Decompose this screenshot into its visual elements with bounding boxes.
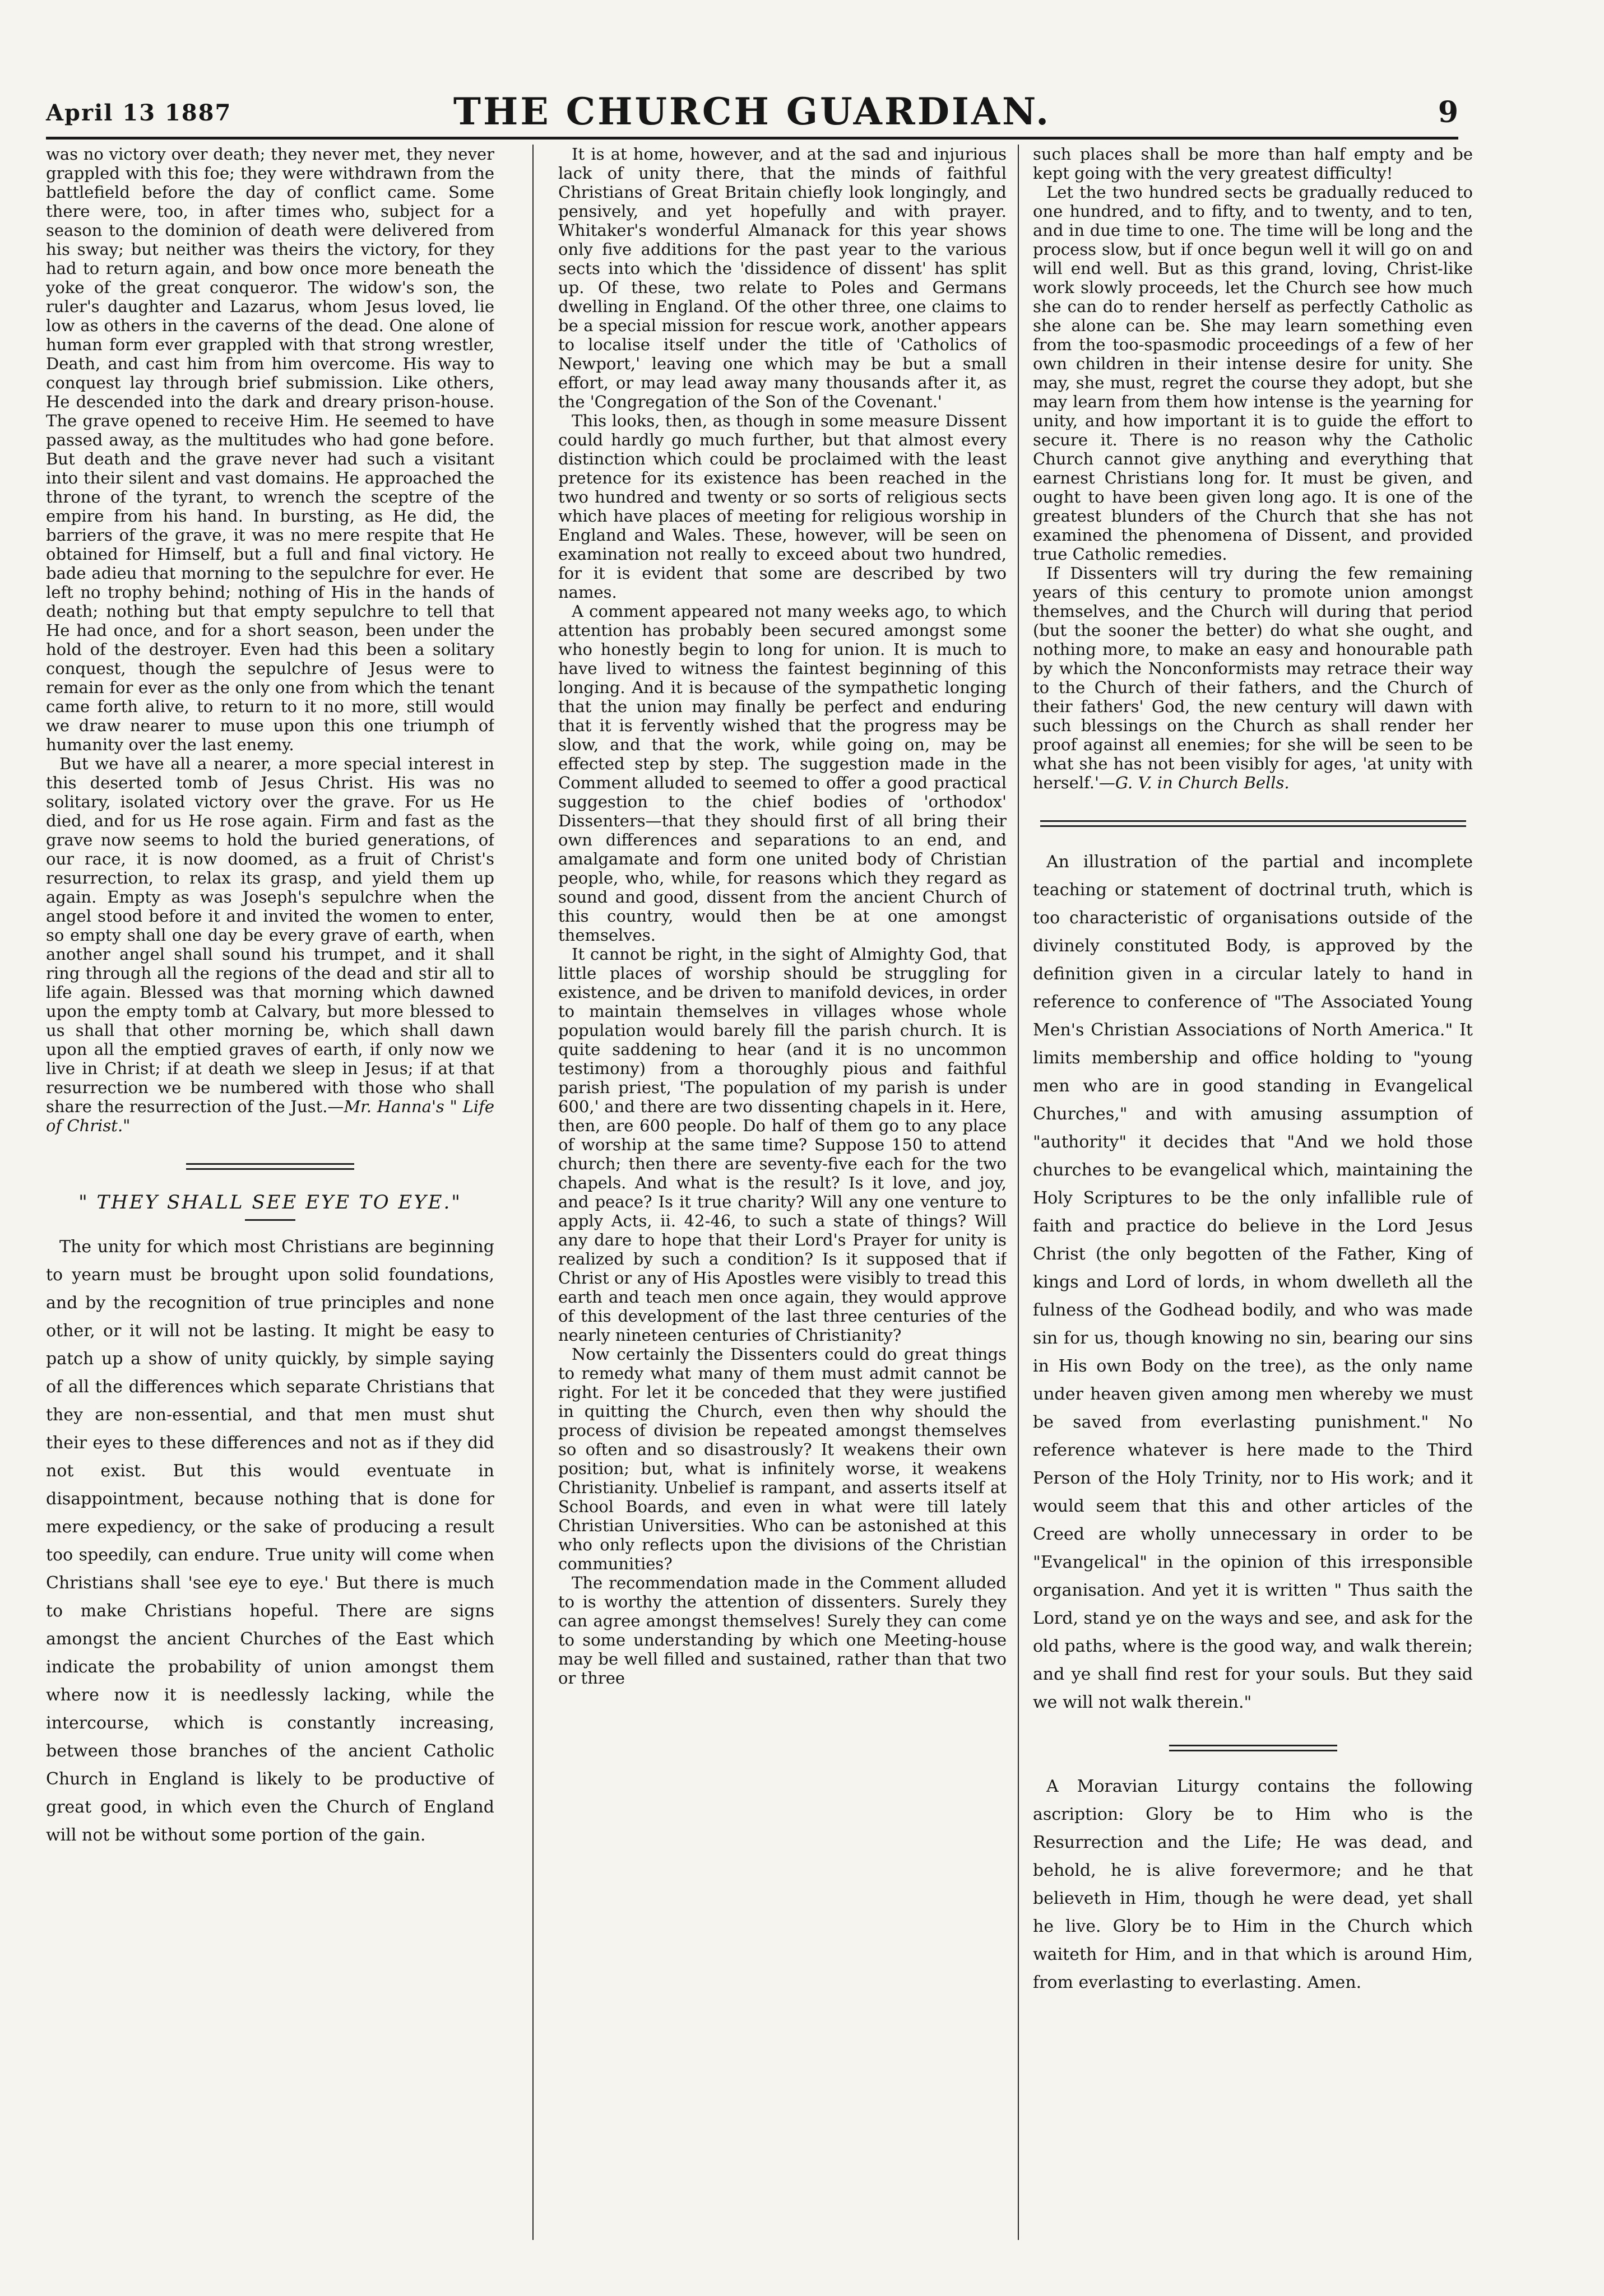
article-paragraph: was no victory over death; they never met, they never grappled with this foe; they were withdrawn from the battlefield before the day of conflict came. Some there were, too, in after times who, subject for a season to the dominion of death were delivered from his sway; but neither was theirs the victory, for they had to return again, and bow once more beneath the yoke of the great conqueror. The widow's son, the ruler's daughter and Lazarus, whom Jesus loved, lie low as others in the caverns of the dead. One alone of human form ever grappled with that strong wrestler, Death, and cast him from him overcome. His way to conquest lay through brief submission. Like others, He descended into the dark and dreary prison-house. The grave opened to receive Him. He seemed to have passed away, as the multitudes who had gone before. But death and the grave never had such a visitant into their silent and vast domains. He approached the throne of the tyrant, to wrench the sceptre of the empire from his hand. In bursting, as He did, the barriers of the grave, it was no mere respite that He obtained for Himself, but a full and final victory. He bade adieu that morning to the sepulchre for ever. He left no trophy behind; nothing of His in the hands of death; nothing but that empty sepulchre to tell that He had once, and for a short season, been under the hold of the destroyer. Even had this been a solitary conquest, though the sepulchre of Jesus were to remain for ever as the only one from which the tenant came forth alive, to return to it no more, still would we draw nearer to muse upon this one triumph of humanity over the last enemy. — [46, 145, 494, 754]
masthead-rule — [46, 137, 1458, 140]
column-divider — [1018, 145, 1019, 2240]
page-number: 9 — [1438, 95, 1458, 129]
section-divider — [1040, 820, 1466, 827]
column-divider — [532, 145, 534, 2240]
section-heading: " THEY SHALL SEE EYE TO EYE." — [78, 1191, 462, 1214]
article-paragraph: Let the two hundred sects be gradually reduced to one hundred, and to fifty, and to twenty, and to ten, and in due time to one. The time will be long and the process slow, but if once begun well it will go on and will end well. But as this grand, loving, Christ-like work slowly proceeds, let the Church see how much she can do to render herself as perfectly Catholic as she alone can be. She may learn something even from the too-spasmodic proceedings of a few of her own children in their intense desire for unity. She may, she must, regret the course they adopt, but she may learn from them how intense is the yearning for unity, and how important it is to guide the effort to secure it. There is no reason why the Catholic Church cannot give anything and everything that earnest Christians long for. It must be given, and ought to have been given long ago. It is one of the greatest blunders of the Church that she has not examined the phenomena of Dissent, and provided true Catholic remedies. — [1033, 183, 1473, 564]
issue-date: April 13 1887 — [46, 100, 232, 126]
paragraph-text: If Dissenters will try during the few remaining years of this century to promote union amongst themselves, and the Church will during that period (but the sooner the better) do what she ought, and nothing more, to make an easy and honourable path by which the Nonconformists may retrace their way to the Church of their fathers, and the Church of their fathers' God, the new century will dawn with such blessings on the Church as shall render her proof against all enemies; for she will be seen to be what she has not been visibly for ages, 'at unity with herself.'— — [1033, 564, 1473, 792]
article-paragraph: A comment appeared not many weeks ago, to which attention has probably been secured amongst some who honestly begin to long for union. It is much to have lived to witness the faintest beginning of this longing. And it is because of the sympathetic longing that the union may finally be perfect and enduring that it is fervently wished that the progress may be slow, and that the work, while going on, may be effected step by step. The suggestion made in the Comment alluded to seemed to offer a good practical suggestion to the chief bodies of 'orthodox' Dissenters—that they should first of all bring their own differences and separations to an end, and amalgamate and form one united body of Christian people, who, while, for reasons which they regard as sound and good, dissent from the ancient Church of this country, would then be at one amongst themselves. — [558, 602, 1007, 945]
column-3 — [1033, 145, 1473, 2268]
newspaper-title: THE CHURCH GUARDIAN. — [453, 90, 1051, 133]
article-paragraph — [46, 754, 494, 1135]
attribution: G. V. in Church Bells. — [1115, 773, 1290, 792]
attribution: Mr. Hanna's " Life of Christ." — [46, 1097, 494, 1135]
article-paragraph: Now certainly the Dissenters could do great things to remedy what many of them must admit cannot be right. For let it be conceded that they were justified in quitting the Church, even then why should the process of division be repeated amongst themselves so often and so disastrously? It weakens their own position; but, what is infinitely worse, it weakens Christianity. Unbelief is rampant, and asserts itself at School Boards, and even in what were till lately Christian Universities. Who can be astonished at this who only reflects upon the divisions of the Christian communities? — [558, 1345, 1007, 1573]
article-paragraph: such places shall be more than half empty and be kept going with the very greatest difficulty! — [1033, 145, 1473, 183]
article-paragraph: It cannot be right, in the sight of Almighty God, that little places of worship should be struggling for existence, and be driven to manifold devices, in order to maintain themselves in villages whose whole population would barely fill the parish church. It is quite saddening to hear (and it is no uncommon testimony) from a thoroughly pious and faithful parish priest, 'The population of my parish is under 600,' and there are two dissenting chapels in it. Here, then, are 600 people. Do half of them go to any place of worship at the same time? Suppose 150 to attend church; then there are seventy-five each for the two chapels. And what is the result? Is it love, and joy, and peace? Is it true charity? Will any one venture to apply Acts, ii. 42-46, to such a state of things? Will any dare to hope that their Lord's Prayer for unity is realized by such a condition? Is it supposed that if Christ or any of His Apostles were visibly to tread this earth and teach men once again, they would approve of this development of the last three centuries of the nearly nineteen centuries of Christianity? — [558, 945, 1007, 1345]
article-paragraph: The unity for which most Christians are beginning to yearn must be brought upon solid foundations, and by the recognition of true principles and none other, or it will not be lasting. It might be easy to patch up a show of unity quickly, by simple saying of all the differences which separate Christians that they are non-essential, and that men must shut their eyes to these differences and not as if they did not exist. But this would eventuate in disappointment, because nothing that is done for mere expediency, or the sake of producing a result too speedily, can endure. True unity will come when Christians shall 'see eye to eye.' But there is much to make Christians hopeful. There are signs amongst the ancient Churches of the East which indicate the probability of union amongst them where now it is needlessly lacking, while the intercourse, which is constantly increasing, between those branches of the ancient Catholic Church in England is likely to be productive of great good, in which even the Church of England will not be without some portion of the gain. — [46, 1237, 494, 1845]
heading-rule — [245, 1219, 295, 1221]
section-divider — [186, 1163, 354, 1170]
paragraph-text: But we have all a nearer, a more special interest in this deserted tomb of Jesus Christ. His was no solitary, isolated victory over the grave. For us He died, and for us He rose again. Firm and fast as the grave now seems to hold the buried generations, of our race, it is now doomed, as a fruit of Christ's resurrection, to relax its grasp, and yield them up again. Empty as was Joseph's sepulchre when the angel stood before it and invited the women to enter, so empty shall one day be every grave of earth, when another angel shall sound his trumpet, and it shall ring through all the regions of the dead and stir all to life again. Blessed was that morning which dawned upon the empty tomb at Calvary, but more blessed to us shall that other morning be, which shall dawn upon all the emptied graves of earth, if only now we live in Christ; if at death we sleep in Jesus; if at that resurrection we be numbered with those who shall share the resurrection of the Just.— — [46, 754, 494, 1116]
section-divider — [1169, 1745, 1337, 1751]
article-paragraph: It is at home, however, and at the sad and injurious lack of unity there, that the minds of faithful Christians of Great Britain chiefly look longingly, and pensively, and yet hopefully and with prayer. Whitaker's wonderful Almanack for this year shows only five additions for the past year to the various sects into which the 'dissidence of dissent' has split up. Of these, two relate to Poles and Germans dwelling in England. Of the other three, one claims to be a special mission for rescue work, another appears to localise itself under the title of 'Catholics of Newport,' leaving one which may be but a small effort, or may lead away many thousands after it, as the 'Congregation of the Son of the Covenant.' — [558, 145, 1007, 411]
masthead — [46, 90, 1458, 136]
article-paragraph: An illustration of the partial and incomplete teaching or statement of doctrinal truth, which is too characteristic of organisations outside of the divinely constituted Body, is approved by the definition given in a circular lately to hand in reference to conference of "The Associated Young Men's Christian Associations of North America." It limits membership and office holding to "young men who are in good standing in Evangelical Churches," and with amusing assumption of "authority" it decides that "And we hold those churches to be evangelical which, maintaining the Holy Scriptures to be the only infallible rule of faith and practice do believe in the Lord Jesus Christ (the only begotten of the Father, King of kings and Lord of lords, in whom dwelleth all the fulness of the Godhead bodily, and who was made sin for us, though knowing no sin, bearing our sins in His own Body on the tree), as the only name under heaven given among men whereby we must be saved from everlasting punishment." No reference whatever is here made to the Third Person of the Holy Trinity, nor to His work; and it would seem that this and other articles of the Creed are wholly unnecessary in order to be "Evangelical" in the opinion of this irresponsible organisation. And yet it is written " Thus saith the Lord, stand ye on the ways and see, and ask for the old paths, where is the good way, and walk therein; and ye shall find rest for your souls. But they said we will not walk therein." — [1033, 852, 1473, 1712]
article-paragraph: A Moravian Liturgy contains the following ascription: Glory be to Him who is the Resurrection and the Life; He was dead, and behold, he is alive forevermore; and he that believeth in Him, though he were dead, yet shall he live. Glory be to Him in the Church which waiteth for Him, and in that which is around Him, from everlasting to everlasting. Amen. — [1033, 1777, 1473, 1992]
article-paragraph: The recommendation made in the Comment alluded to is worthy the attention of dissenters. Surely they can agree amongst themselves! Surely they can come to some understanding by which one Meeting-house may be well filled and sustained, rather than that two or three — [558, 1573, 1007, 1688]
article-paragraph — [1033, 564, 1473, 792]
column-1 — [46, 145, 494, 2240]
article-paragraph: This looks, then, as though in some measure Dissent could hardly go much further, but that almost every distinction which could be proclaimed with the least pretence for its existence has been reached in the two hundred and twenty or so sorts of religious sects which have places of meeting for religious worship in England and Wales. These, however, will be seen on examination not really to exceed about two hundred, for it is evident that some are described by two names. — [558, 411, 1007, 602]
column-2 — [558, 145, 1007, 2268]
